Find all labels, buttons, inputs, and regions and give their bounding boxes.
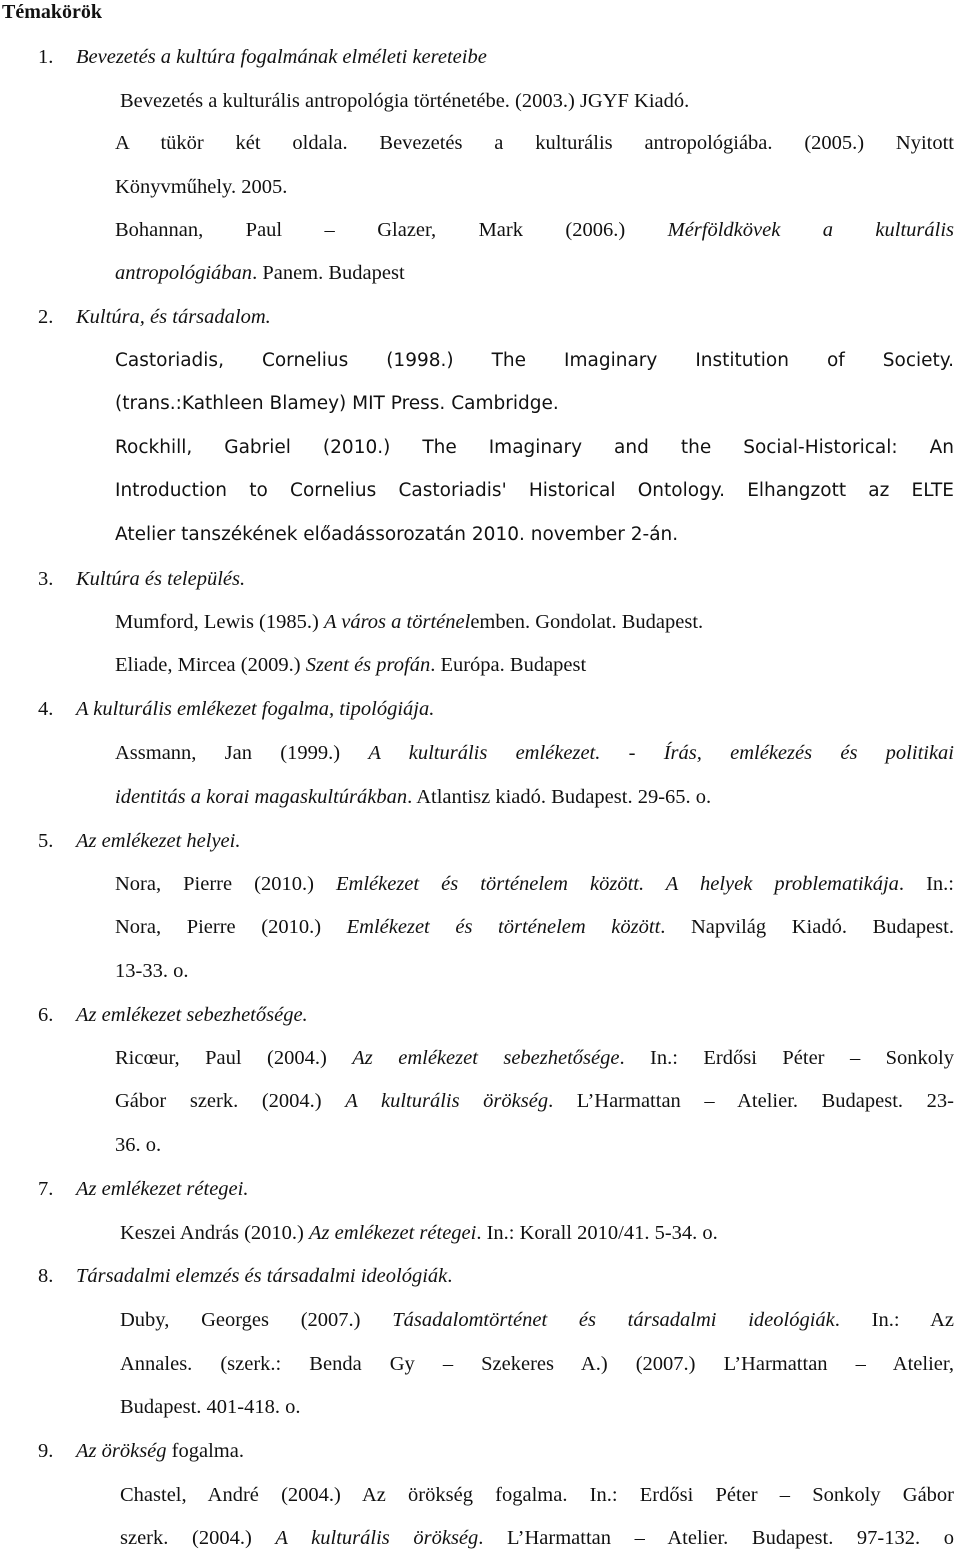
topic-title: Az emlékezet helyei. (76, 830, 241, 852)
reference-line: 13-33. o. (115, 960, 189, 982)
reference-line: Ricœur, Paul (2004.) Az emlékezet sebezhetősége. In.: Erdősi Péter – Sonkoly (115, 1047, 955, 1069)
topic-title: Az emlékezet rétegei. (76, 1178, 249, 1200)
reference-line: (trans.:Kathleen Blamey) MIT Press. Cambridge. (115, 393, 559, 414)
topic-number: 9. (38, 1440, 54, 1462)
reference-line: Nora, Pierre (2010.) Emlékezet és történelem között. Napvilág Kiadó. Budapest. (115, 916, 954, 938)
topic-number: 6. (38, 1004, 54, 1026)
reference-line: identitás a korai magaskultúrákban. Atlantisz kiadó. Budapest. 29-65. o. (115, 786, 712, 808)
reference-line: Assmann, Jan (1999.) A kulturális emlékezet. - Írás, emlékezés és politikai (115, 742, 955, 764)
topic-number: 5. (38, 830, 54, 852)
reference-line: Mumford, Lewis (1985.) A város a történelemben. Gondolat. Budapest. (115, 611, 704, 633)
topic-number: 7. (38, 1178, 54, 1200)
topic-title: A kulturális emlékezet fogalma, tipológiája. (76, 698, 435, 720)
reference-line: Atelier tanszékének előadássorozatán 2010. november 2-án. (115, 524, 679, 545)
topic-number: 2. (38, 306, 54, 328)
reference-line: Introduction to Cornelius Castoriadis' Historical Ontology. Elhangzott az ELTE (115, 480, 954, 501)
topic-number: 4. (38, 698, 54, 720)
reference-line: Rockhill, Gabriel (2010.) The Imaginary and the Social-Historical: An (115, 437, 954, 458)
reference-line: Eliade, Mircea (2009.) Szent és profán. Európa. Budapest (115, 654, 587, 676)
reference-line: A tükör két oldala. Bevezetés a kulturális antropológiába. (2005.) Nyitott (115, 132, 954, 154)
reference-line: 36. o. (115, 1134, 162, 1156)
reference-line: Könyvműhely. 2005. (115, 176, 288, 198)
topic-title: Kultúra, és társadalom. (76, 306, 271, 328)
reference-line: Gábor szerk. (2004.) A kulturális örökség. L’Harmattan – Atelier. Budapest. 23- (115, 1090, 954, 1112)
topic-number: 1. (38, 46, 54, 68)
page-heading: Témakörök (2, 1, 102, 23)
reference-line: Budapest. 401-418. o. (120, 1396, 301, 1418)
topic-title: Az emlékezet sebezhetősége. (76, 1004, 308, 1026)
reference-line: Bohannan, Paul – Glazer, Mark (2006.) Mérföldkövek a kulturális (115, 219, 955, 241)
reference-line: Keszei András (2010.) Az emlékezet rétegei. In.: Korall 2010/41. 5-34. o. (120, 1222, 718, 1244)
reference-line: Bevezetés a kulturális antropológia történetébe. (2003.) JGYF Kiadó. (120, 90, 690, 112)
topic-title: Társadalmi elemzés és társadalmi ideológiák. (76, 1265, 453, 1287)
topic-title: Az örökség fogalma. (76, 1440, 244, 1462)
reference-line: szerk. (2004.) A kulturális örökség. L’Harmattan – Atelier. Budapest. 97-132. o (120, 1527, 955, 1549)
topic-title: Kultúra és település. (76, 568, 246, 590)
topic-number: 8. (38, 1265, 54, 1287)
reference-line: Nora, Pierre (2010.) Emlékezet és történelem között. A helyek problematikája. In.: (115, 873, 954, 895)
reference-line: Duby, Georges (2007.) Tásadalomtörténet és társadalmi ideológiák. In.: Az (120, 1309, 955, 1331)
reference-line: Castoriadis, Cornelius (1998.) The Imaginary Institution of Society. (115, 350, 954, 371)
topic-number: 3. (38, 568, 54, 590)
reference-line: antropológiában. Panem. Budapest (115, 262, 405, 284)
reference-line: Annales. (szerk.: Benda Gy – Szekeres A.) (2007.) L’Harmattan – Atelier, (120, 1353, 954, 1375)
reference-line: Chastel, André (2004.) Az örökség fogalma. In.: Erdősi Péter – Sonkoly Gábor (120, 1484, 954, 1506)
topic-title: Bevezetés a kultúra fogalmának elméleti kereteibe (76, 46, 487, 68)
